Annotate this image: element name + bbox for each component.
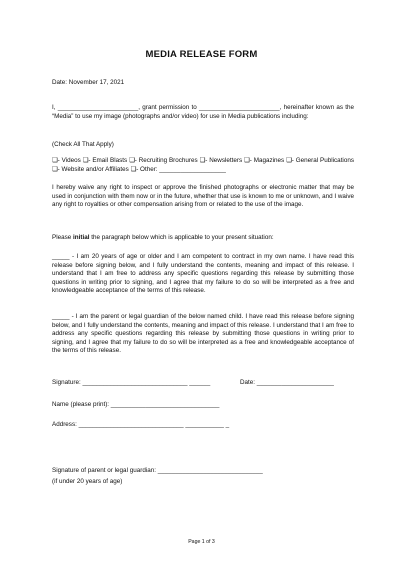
waive-paragraph: I hereby waive any right to inspect or approve the finished photographs or electronic matter that may be used in conjunction with them now or in the future, whether that use is known to me or unknown, and I waive any right to royalties or other compensation arising from or related to the use of the image. [52,184,354,209]
date-field: Date: ______________________ [240,379,334,386]
adult-paragraph: _____ - I am 20 years of age or older and I am competent to contract in my own name. I have read this release before signing below, and I fully understand the contents, meaning and impact of this release. I understand that I am free to address any specific questions regarding this release by submitting those questions in writing prior to signing, and I agree that my failure to do so will be interpreted as a free and knowledgeable acceptance of the terms of this release. [52,253,354,295]
initial-instruction [52,234,354,243]
instruction-bold: initial [73,234,90,241]
name-line: Name (please print): _______________________________ [52,401,220,408]
guardian-signature-line: Signature of parent or legal guardian: ______________________________ [52,467,263,474]
grant-paragraph: I, _______________________, grant permission to _______________________, hereinafter known as the “Media” to use my image (photographs and/or video) for use in Media publications including: [52,104,354,120]
page-footer: Page 1 of 3 [188,539,215,545]
address-line: Address: ______________________________ ___________ _ [52,421,230,428]
date-line: Date: November 17, 2021 [52,79,125,86]
instruction-suffix: the paragraph below which is applicable to your present situation: [89,234,274,241]
media-options: ❏- Videos ❏- Email Blasts ❏- Recruiting Brochures ❏- Newsletters ❏- Magazines ❏- General Publications ❏- Website and/or Affiliates ❏- Other: ___________________ [52,157,354,173]
guardian-paragraph: _____ - I am the parent or legal guardian of the below named child. I have read this release before signing below, and I fully understand the contents, meaning and impact of this release. I understand that I am free to address any specific questions regarding this release by submitting those questions in writing prior to signing, and I agree that my failure to do so will be interpreted as a free and knowledgeable acceptance of the terms of this release. [52,313,354,355]
signature-line: Signature: ______________________________ ______ [52,379,211,386]
check-all-label: (Check All That Apply) [52,141,114,148]
under-age-note: (if under 20 years of age) [52,478,123,485]
page-title: MEDIA RELEASE FORM [145,49,258,60]
instruction-prefix: Please [52,234,74,241]
